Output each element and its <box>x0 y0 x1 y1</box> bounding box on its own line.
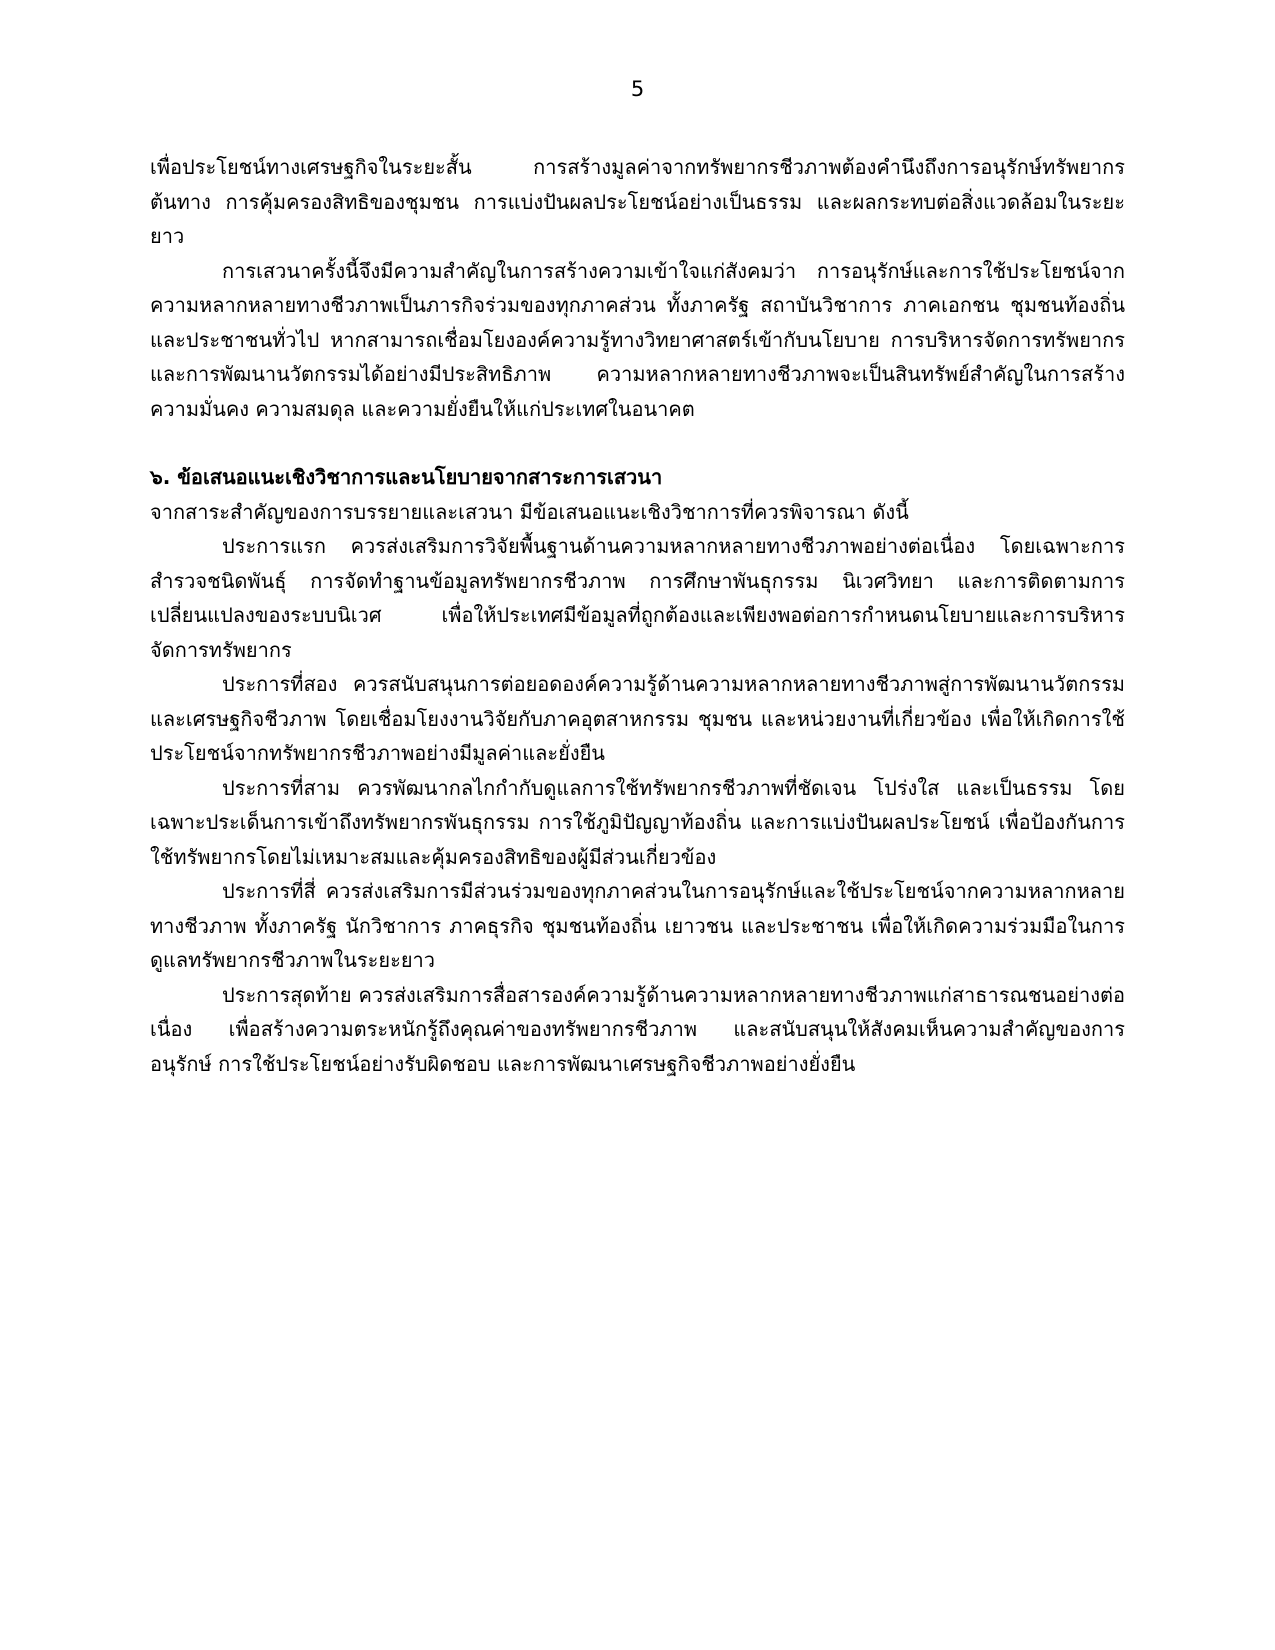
document-body <box>150 150 1125 1081</box>
recommendation-item-4: ประการที่สี่ ควรส่งเสริมการมีส่วนร่วมของทุกภาคส่วนในการอนุรักษ์และใช้ประโยชน์จากความหลากหลายทางชีวภาพ ทั้งภาครัฐ นักวิชาการ ภาคธุรกิจ ชุมชนท้องถิ่น เยาวชน และประชาชน เพื่อให้เกิดความร่วมมือในการดูแลทรัพยากรชีวภาพในระยะยาว <box>150 879 1125 972</box>
section-heading: ๖. ข้อเสนอแนะเชิงวิชาการและนโยบายจากสาระการเสวนา <box>150 465 663 489</box>
recommendation-item-2: ประการที่สอง ควรสนับสนุนการต่อยอดองค์ความรู้ด้านความหลากหลายทางชีวภาพสู่การพัฒนานวัตกรรมและเศรษฐกิจชีวภาพ โดยเชื่อมโยงงานวิจัยกับภาคอุตสาหกรรม ชุมชน และหน่วยงานที่เกี่ยวข้อง เพื่อให้เกิดการใช้ประโยชน์จากทรัพยากรชีวภาพอย่างมีมูลค่าและยั่งยืน <box>150 672 1125 765</box>
recommendation-item-3: ประการที่สาม ควรพัฒนากลไกกำกับดูแลการใช้ทรัพยากรชีวภาพที่ชัดเจน โปร่งใส และเป็นธรรม โดยเฉพาะประเด็นการเข้าถึงทรัพยากรพันธุกรรม การใช้ภูมิปัญญาท้องถิ่น และการแบ่งปันผลประโยชน์ เพื่อป้องกันการใช้ทรัพยากรโดยไม่เหมาะสมและคุ้มครองสิทธิของผู้มีส่วนเกี่ยวข้อง <box>150 775 1125 869</box>
recommendation-item-5: ประการสุดท้าย ควรส่งเสริมการสื่อสารองค์ความรู้ด้านความหลากหลายทางชีวภาพแก่สาธารณชนอย่างต่อเนื่อง เพื่อสร้างความตระหนักรู้ถึงคุณค่าของทรัพยากรชีวภาพ และสนับสนุนให้สังคมเห็นความสำคัญของการอนุรักษ์ การใช้ประโยชน์อย่างรับผิดชอบ และการพัฒนาเศรษฐกิจชีวภาพอย่างยั่งยืน <box>150 982 1125 1076</box>
recommendation-item-1: ประการแรก ควรส่งเสริมการวิจัยพื้นฐานด้านความหลากหลายทางชีวภาพอย่างต่อเนื่อง โดยเฉพาะการสำรวจชนิดพันธุ์ การจัดทำฐานข้อมูลทรัพยากรชีวภาพ การศึกษาพันธุกรรม นิเวศวิทยา และการติดตามการเปลี่ยนแปลงของระบบนิเวศ เพื่อให้ประเทศมีข้อมูลที่ถูกต้องและเพียงพอต่อการกำหนดนโยบายและการบริหารจัดการทรัพยากร <box>150 534 1125 662</box>
paragraph-continued: เพื่อประโยชน์ทางเศรษฐกิจในระยะสั้น การสร้างมูลค่าจากทรัพยากรชีวภาพต้องคำนึงถึงการอนุรักษ์ทรัพยากรต้นทาง การคุ้มครองสิทธิของชุมชน การแบ่งปันผลประโยชน์อย่างเป็นธรรม และผลกระทบต่อสิ่งแวดล้อมในระยะยาว <box>150 155 1125 248</box>
page-number: 5 <box>630 77 645 101</box>
paragraph-summary: การเสวนาครั้งนี้จึงมีความสำคัญในการสร้างความเข้าใจแก่สังคมว่า การอนุรักษ์และการใช้ประโยชน์จากความหลากหลายทางชีวภาพเป็นภารกิจร่วมของทุกภาคส่วน ทั้งภาครัฐ สถาบันวิชาการ ภาคเอกชน ชุมชนท้องถิ่น และประชาชนทั่วไป หากสามารถเชื่อมโยงองค์ความรู้ทางวิทยาศาสตร์เข้ากับนโยบาย การบริหารจัดการทรัพยากร และการพัฒนานวัตกรรมได้อย่างมีประสิทธิภาพ ความหลากหลายทางชีวภาพจะเป็นสินทรัพย์สำคัญในการสร้างความมั่นคง ความสมดุล และความยั่งยืนให้แก่ประเทศในอนาคต <box>150 258 1125 421</box>
section-lead: จากสาระสำคัญของการบรรยายและเสวนา มีข้อเสนอแนะเชิงวิชาการที่ควรพิจารณา ดังนี้ <box>150 499 909 524</box>
